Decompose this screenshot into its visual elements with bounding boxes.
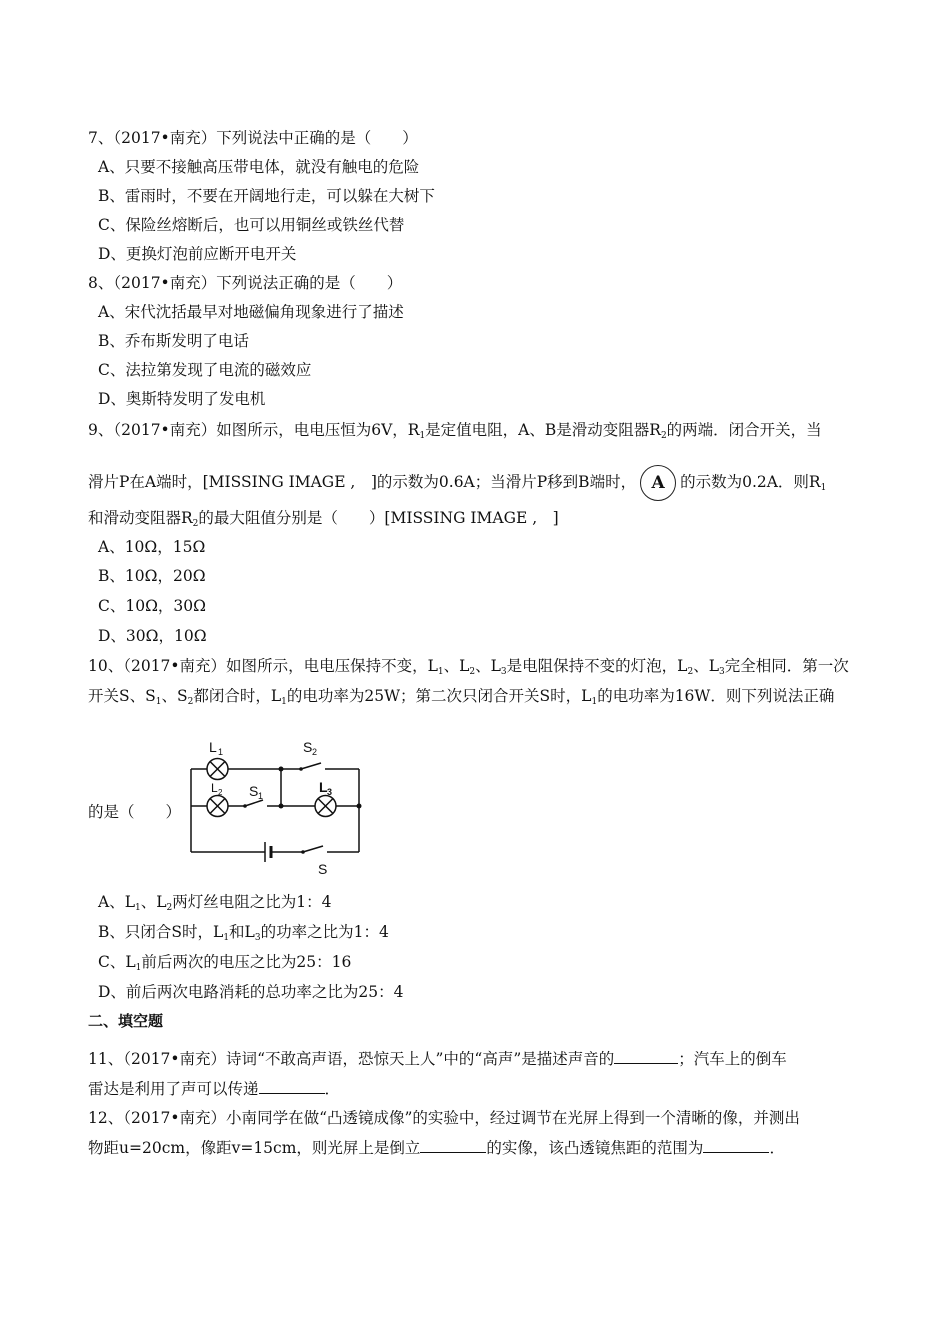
label-L3: L	[319, 779, 328, 795]
q9-option-b: B、10Ω，20Ω	[98, 567, 206, 585]
svg-text:1: 1	[258, 791, 264, 801]
q8-option-b: B、乔布斯发明了电话	[98, 332, 249, 350]
q10-stem-line2: 开关S、$S_1$、$S_2$都闭合时，$L_1$的电功率为25W；第二次只闭合开关S时，$L_1$的电功率为16W．则下列说法正确	[88, 687, 835, 707]
q7-stem: 7、（2017•南充）下列说法中正确的是（ ）	[88, 129, 418, 147]
q9-stem-line3: 和滑动变阻器$R_2$的最大阻值分别是（ ）[MISSING IMAGE , ]	[88, 509, 559, 529]
q7-option-a: A、只要不接触高压带电体，就没有触电的危险	[98, 158, 420, 176]
q9-option-d: D、30Ω，10Ω	[98, 627, 207, 645]
q7-option-c: C、保险丝熔断后，也可以用铜丝或铁丝代替	[98, 216, 405, 234]
q9-stem-line2: 滑片P在A端时，[MISSING IMAGE , ]的示数为0.6A；当滑片P移到B端时， A 的示数为0.2A．则$R_1$	[88, 465, 826, 501]
label-L2: L	[211, 781, 218, 795]
answer-blank	[259, 1079, 325, 1094]
q10-option-c: C、$L_1$前后两次的电压之比为25：16	[98, 953, 352, 973]
label-S: S	[318, 861, 328, 877]
q10-option-d: D、前后两次电路消耗的总功率之比为25：4	[98, 983, 404, 1001]
q10-stem-line3: 的是（ ）	[88, 803, 182, 821]
q10-option-b: B、只闭合S时，$L_1$和$L_3$的功率之比为1：4	[98, 923, 389, 943]
answer-blank	[703, 1138, 769, 1153]
svg-text:2: 2	[312, 747, 318, 757]
q10-option-a: A、$L_1$、$L_2$两灯丝电阻之比为1：4	[98, 893, 332, 913]
q8-option-a: A、宋代沈括最早对地磁偏角现象进行了描述	[98, 303, 404, 321]
q8-option-c: C、法拉第发现了电流的磁效应	[98, 361, 312, 379]
q10-stem-line1: 10、（2017•南充）如图所示，电电压保持不变，$L_1$、$L_2$、$L_3$是电阻保持不变的灯泡，$L_2$、$L_3$完全相同．第一次	[88, 657, 849, 677]
q9-option-c: C、10Ω，30Ω	[98, 597, 207, 615]
q7-option-b: B、雷雨时，不要在开阔地行走，可以躲在大树下	[98, 187, 435, 205]
q11-line1: 11、（2017•南充）诗词“不敢高声语，恐惊天上人”中的“高声”是描述声音的 ；汽车上的倒车	[88, 1050, 787, 1068]
label-S1: S	[249, 783, 259, 799]
circuit-diagram	[185, 736, 375, 884]
section-heading: 二、填空题	[88, 1012, 164, 1030]
ammeter-symbol: A	[640, 465, 676, 501]
q9-option-a: A、10Ω，15Ω	[98, 538, 206, 556]
q12-line1: 12、（2017•南充）小南同学在做“凸透镜成像”的实验中，经过调节在光屏上得到一个清晰的像，并测出	[88, 1109, 800, 1127]
svg-text:1: 1	[218, 747, 224, 757]
label-S2: S	[303, 739, 313, 755]
q7-option-d: D、更换灯泡前应断开电开关	[98, 245, 297, 263]
svg-text:3: 3	[327, 787, 333, 797]
q11-line2: 雷达是利用了声可以传递 ．	[88, 1080, 341, 1098]
svg-text:2: 2	[218, 788, 223, 797]
label-L1: L	[209, 739, 217, 755]
answer-blank	[420, 1138, 486, 1153]
q9-stem-line1: 9、（2017•南充）如图所示，电电压恒为6V，$R_1$是定值电阻，A、B是滑动变阻器$R_2$的两端．闭合开关，当	[88, 421, 822, 441]
q12-line2: 物距u=20cm，像距v=15cm，则光屏上是倒立 的实像，该凸透镜焦距的范围为 ．	[88, 1139, 785, 1157]
answer-blank	[614, 1049, 678, 1064]
q8-option-d: D、奥斯特发明了发电机	[98, 390, 266, 408]
q8-stem: 8、（2017•南充）下列说法正确的是（ ）	[88, 274, 403, 292]
